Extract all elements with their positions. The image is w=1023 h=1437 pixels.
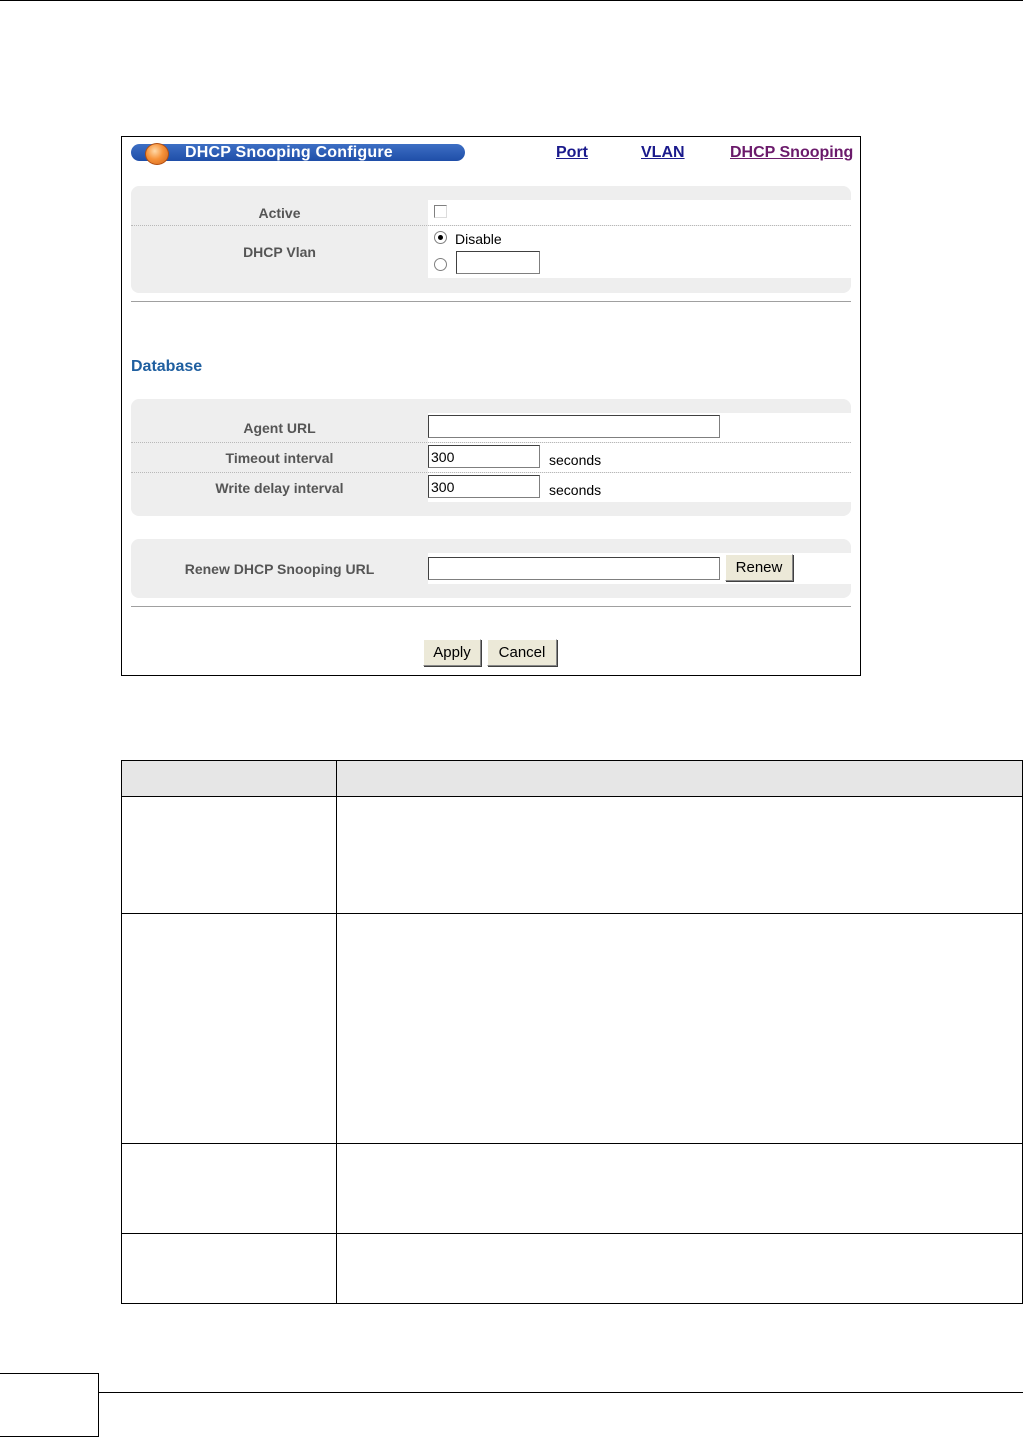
write-delay-unit: seconds	[549, 482, 602, 498]
description-table	[121, 760, 1023, 1304]
renew-row	[131, 553, 851, 584]
agent-url-input[interactable]	[428, 415, 720, 438]
link-port[interactable]: Port	[556, 144, 588, 161]
write-delay-label: Write delay interval	[215, 480, 344, 496]
timeout-unit: seconds	[549, 452, 602, 468]
database-group	[131, 399, 851, 516]
table-cell	[122, 1144, 337, 1234]
table-header-cell	[337, 761, 1023, 797]
active-checkbox[interactable]	[434, 205, 447, 218]
renew-button[interactable]: Renew	[725, 554, 793, 581]
table-row	[122, 797, 1023, 914]
table-cell	[337, 1144, 1023, 1234]
cancel-button[interactable]: Cancel	[487, 639, 557, 666]
footer-page-box	[0, 1373, 99, 1437]
database-section-title: Database	[131, 358, 203, 375]
table-cell	[337, 1234, 1023, 1304]
vlan-id-radio[interactable]	[434, 258, 447, 271]
link-vlan[interactable]: VLAN	[641, 144, 685, 161]
timeout-row	[131, 443, 851, 473]
separator-2	[131, 606, 851, 607]
panel-title: DHCP Snooping Configure	[131, 144, 465, 161]
footer-rule	[99, 1392, 1023, 1393]
table-header-row	[122, 761, 1023, 797]
vlan-id-input[interactable]	[456, 251, 540, 274]
separator-1	[131, 301, 851, 302]
table-cell	[122, 797, 337, 914]
renew-url-label: Renew DHCP Snooping URL	[184, 561, 375, 577]
timeout-label: Timeout interval	[225, 450, 334, 466]
link-dhcp-snooping[interactable]: DHCP Snooping	[730, 144, 854, 161]
table-row	[122, 1234, 1023, 1304]
agent-url-row	[131, 413, 851, 443]
general-settings-group	[131, 186, 851, 293]
active-label: Active	[258, 205, 301, 221]
vlan-disable-radio[interactable]	[434, 231, 447, 244]
table-row	[122, 1144, 1023, 1234]
renew-group	[131, 539, 851, 598]
table-cell	[337, 914, 1023, 1144]
vlan-disable-label: Disable	[455, 231, 502, 247]
table-row	[122, 914, 1023, 1144]
dhcp-vlan-row	[131, 226, 851, 278]
dhcp-vlan-label: DHCP Vlan	[243, 244, 316, 260]
active-row	[131, 200, 851, 226]
orange-orb-icon	[145, 143, 169, 165]
dhcp-snooping-panel	[121, 136, 861, 676]
table-header-cell	[122, 761, 337, 797]
table-cell	[122, 914, 337, 1144]
timeout-input[interactable]	[428, 445, 540, 468]
apply-button[interactable]: Apply	[423, 639, 481, 666]
write-delay-row	[131, 473, 851, 502]
renew-url-input[interactable]	[428, 557, 720, 580]
agent-url-label: Agent URL	[243, 420, 316, 436]
write-delay-input[interactable]	[428, 475, 540, 498]
table-cell	[337, 797, 1023, 914]
page-top-rule	[0, 0, 1023, 1]
table-cell	[122, 1234, 337, 1304]
